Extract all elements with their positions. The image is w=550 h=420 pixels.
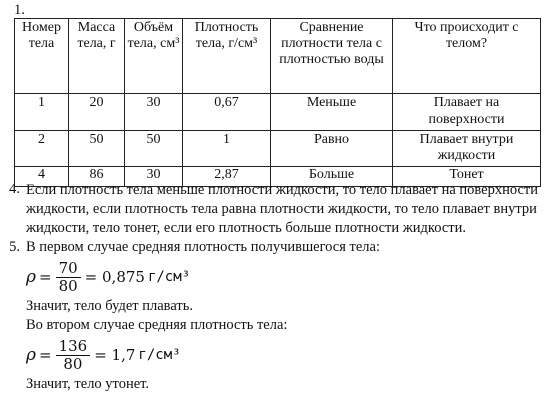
table-cell: 50 — [69, 130, 125, 167]
fraction-numerator: 70 — [56, 260, 81, 278]
table-cell: 1 — [15, 94, 69, 131]
formula-result: = 1,7 — [94, 346, 136, 364]
table-row — [15, 94, 541, 131]
item-4 — [0, 181, 550, 238]
header-comparison: Сравнение плотности тела с плотностью воды — [271, 19, 393, 94]
header-outcome: Что происходит с телом? — [393, 19, 541, 94]
table-row — [15, 130, 541, 167]
table-cell: Плавает на поверхности — [393, 94, 541, 131]
section-number: 1. — [14, 2, 25, 18]
item-number: 4. — [9, 181, 20, 197]
table-cell: 20 — [69, 94, 125, 131]
item-5 — [0, 238, 550, 394]
table-cell: 2 — [15, 130, 69, 167]
table-cell: 2,87 — [183, 167, 271, 187]
fraction-denominator: 80 — [58, 276, 78, 295]
table-cell: Равно — [271, 130, 393, 167]
item-5-body — [26, 238, 550, 394]
density-table — [14, 18, 541, 187]
table-cell: 0,67 — [183, 94, 271, 131]
table-cell: 50 — [125, 130, 183, 167]
rho-symbol: ρ — [26, 344, 36, 365]
conclusion-2: Значит, тело утонет. — [26, 376, 150, 392]
item-4-text: Если плотность тела меньше плотности жидкости, то тело плавает на поверхности жидкости, если плотность тела равна плотности жидкости, то тело плавает внутри жидкости, тело тонет, если его плотность больше плотности жидкости. — [26, 182, 538, 236]
equals-sign: = — [39, 268, 52, 286]
equals-sign: = — [39, 346, 52, 364]
table-cell: 1 — [183, 130, 271, 167]
density-formula-2 — [26, 335, 542, 375]
table-cell: 30 — [125, 94, 183, 131]
rho-symbol: ρ — [26, 266, 36, 287]
table-cell: 4 — [15, 167, 69, 187]
formula-result: = 0,875 — [84, 268, 145, 286]
item-number: 5. — [9, 239, 20, 255]
fraction — [56, 260, 81, 295]
header-density: Плотность тела, г/см³ — [183, 19, 271, 94]
conclusion-1: Значит, тело будет плавать. — [26, 298, 193, 314]
answer-items — [0, 181, 550, 394]
fraction — [56, 338, 91, 373]
header-mass: Масса тела, г — [69, 19, 125, 94]
item-5-intro: В первом случае средняя плотность получившегося тела: — [26, 239, 380, 255]
table-cell: Меньше — [271, 94, 393, 131]
table-cell: Плавает внутри жидкости — [393, 130, 541, 167]
formula-unit: г/см³ — [147, 268, 191, 285]
formula-unit: г/см³ — [138, 346, 181, 363]
item-5-intro-2: Во втором случае средняя плотность тела: — [26, 317, 288, 333]
table-cell: 30 — [125, 167, 183, 187]
table-header-row — [15, 19, 541, 94]
header-volume: Объём тела, см³ — [125, 19, 183, 94]
fraction-denominator: 80 — [63, 354, 83, 373]
table-cell: 86 — [69, 167, 125, 187]
table-cell: Больше — [271, 167, 393, 187]
fraction-numerator: 136 — [56, 338, 91, 356]
header-body-number: Номер тела — [15, 19, 69, 94]
table-cell: Тонет — [393, 167, 541, 187]
density-formula-1 — [26, 257, 542, 297]
